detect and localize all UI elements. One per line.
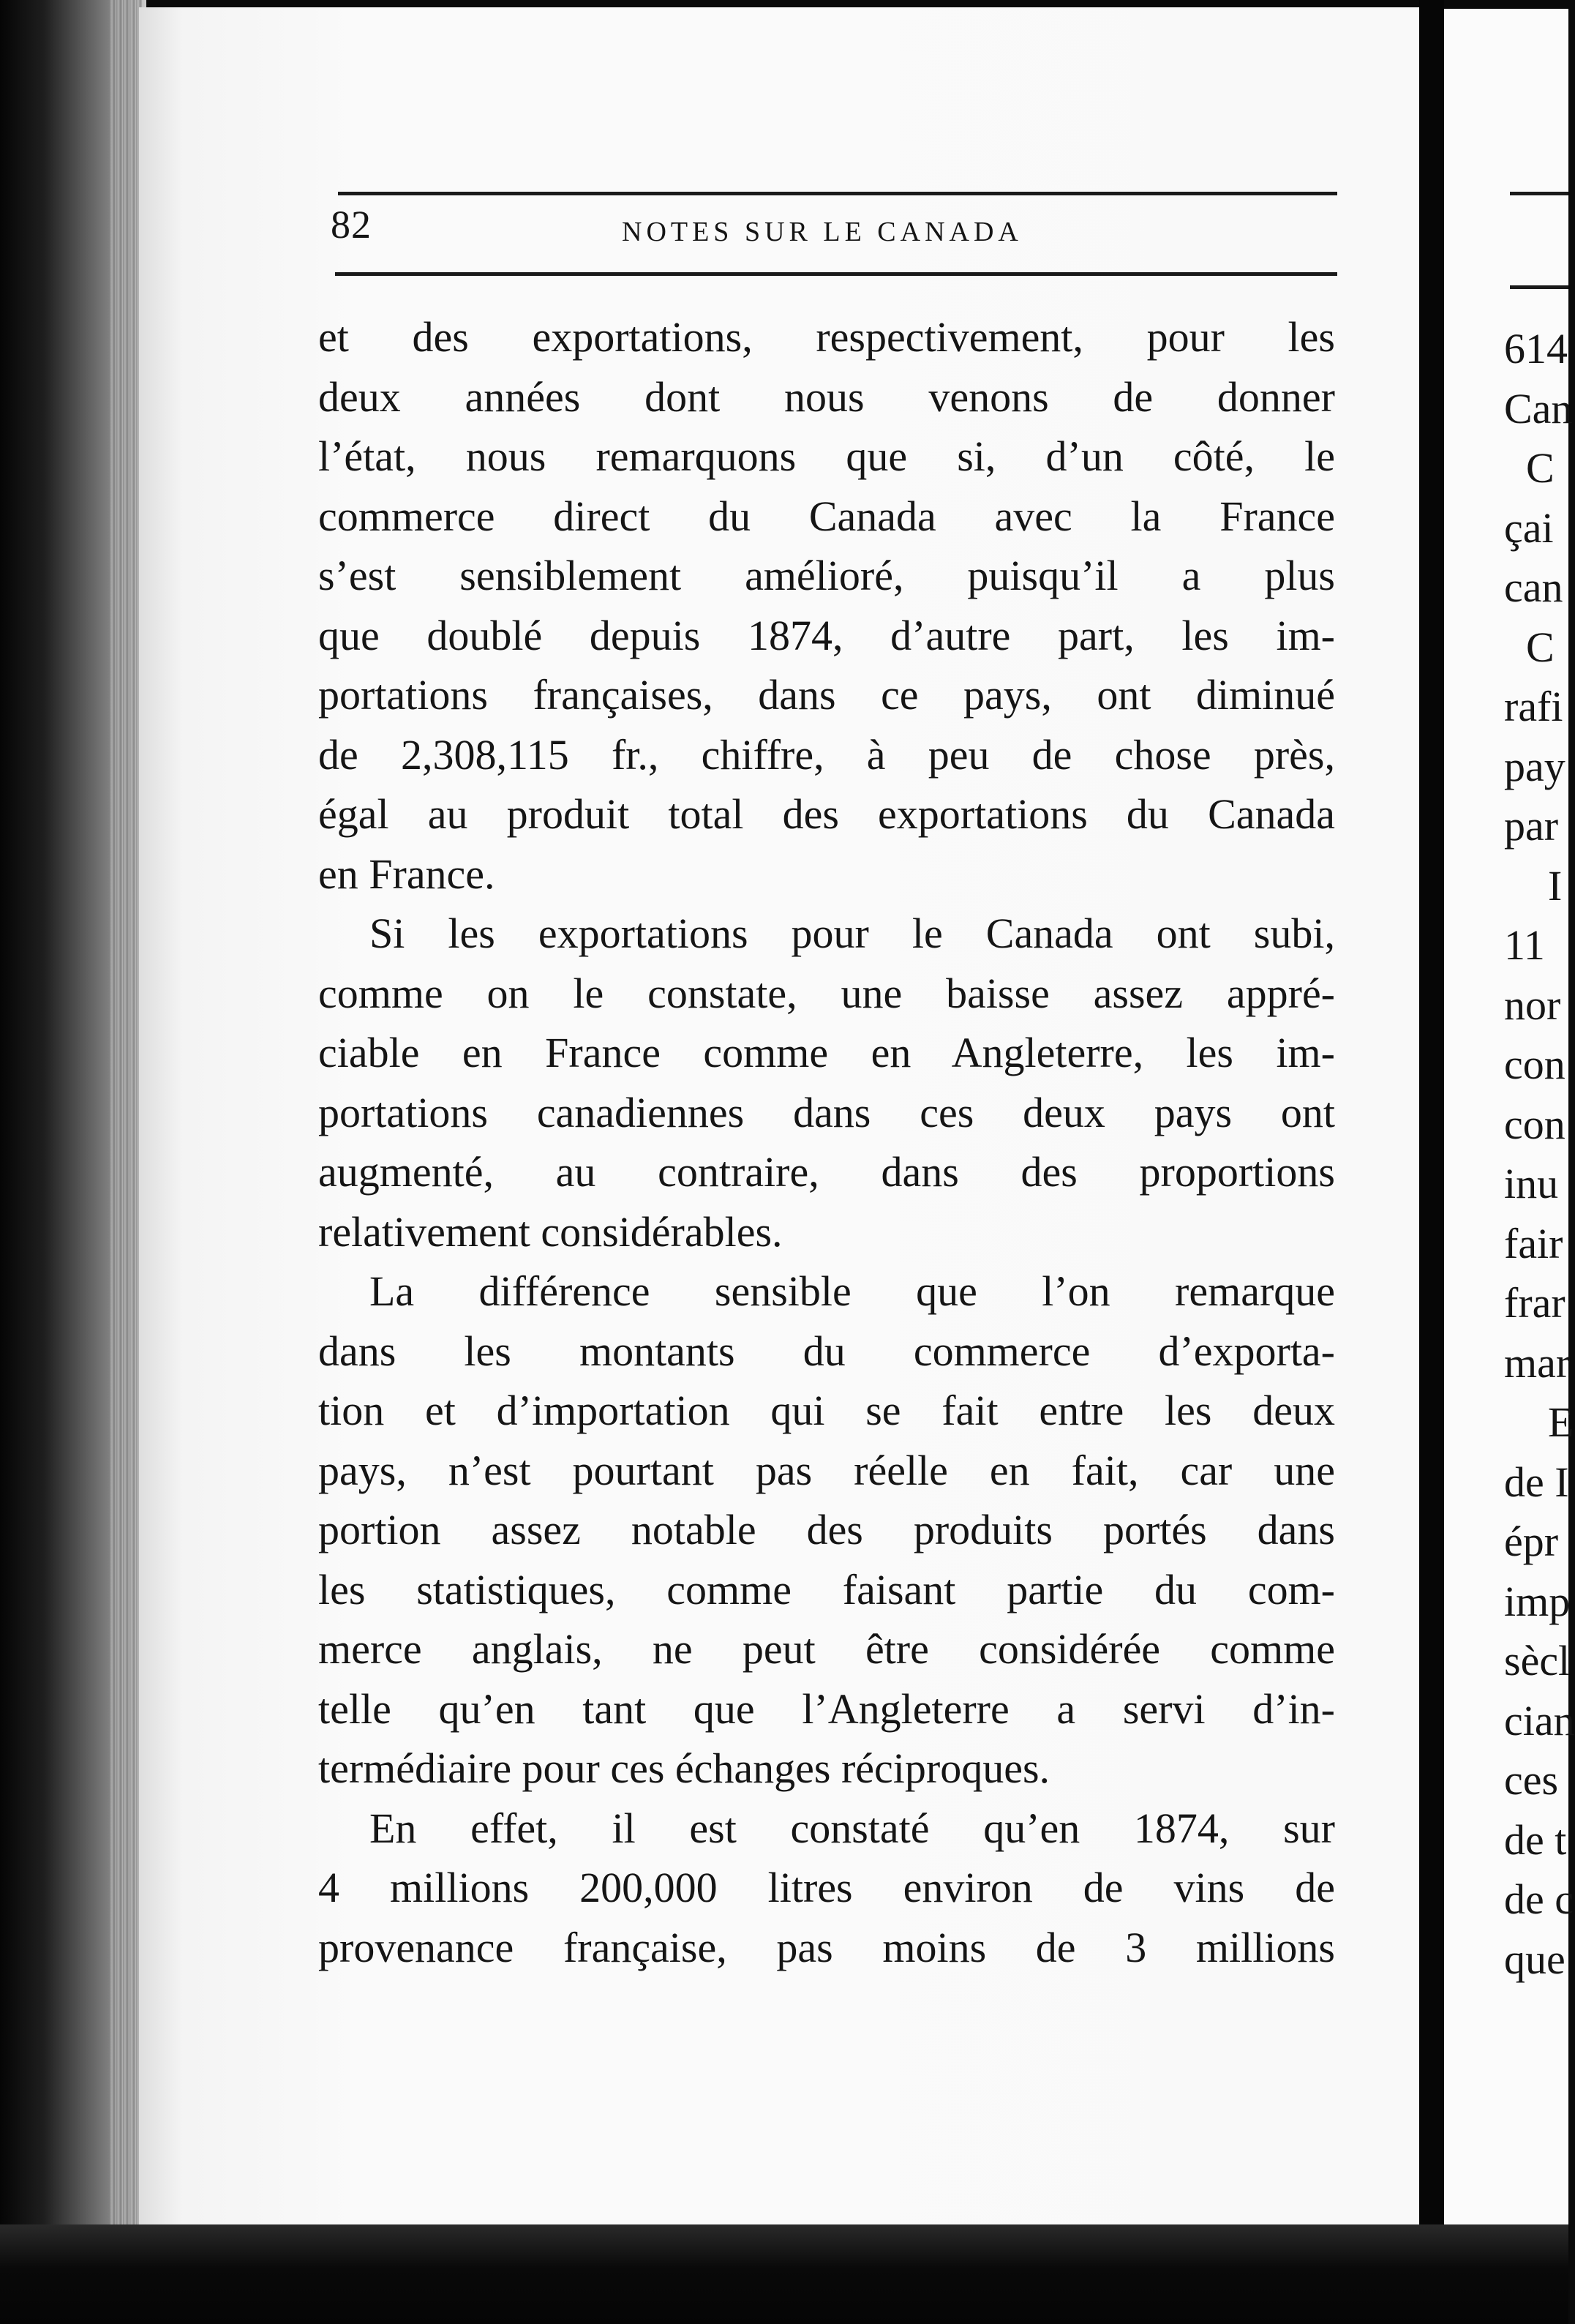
text-line: telle qu’en tant que l’Angleterre a servi d’in- bbox=[318, 1684, 1335, 1733]
text-line: relativement considérables. bbox=[318, 1207, 783, 1256]
text-line: portations canadiennes dans ces deux pays ont bbox=[318, 1088, 1335, 1136]
text-line: termédiaire pour ces échanges réciproques. bbox=[318, 1744, 1050, 1792]
next-page-rule-bottom bbox=[1510, 285, 1568, 289]
next-page-fragment: nor bbox=[1504, 981, 1561, 1029]
next-page-fragment: rafi bbox=[1504, 683, 1563, 730]
next-page-fragment: mar bbox=[1504, 1338, 1571, 1387]
book-gutter bbox=[1419, 0, 1444, 2324]
text-line: En effet, il est constaté qu’en 1874, sur bbox=[369, 1804, 1335, 1852]
header-rule-bottom bbox=[335, 272, 1337, 276]
text-line: merce anglais, ne peut être considérée comme bbox=[318, 1625, 1335, 1673]
body-text bbox=[318, 307, 1335, 1977]
next-page-text bbox=[1504, 319, 1575, 1989]
next-page-fragment: par bbox=[1504, 802, 1559, 850]
text-line: les statistiques, comme faisant partie du com- bbox=[318, 1565, 1335, 1613]
next-page-fragment: fair bbox=[1504, 1219, 1563, 1267]
text-line: 4 millions 200,000 litres environ de vins de bbox=[318, 1864, 1335, 1911]
running-head: NOTES SUR LE CANADA bbox=[622, 217, 1023, 247]
text-line: que doublé depuis 1874, d’autre part, les im- bbox=[318, 611, 1335, 659]
next-page-fragment: frar bbox=[1504, 1279, 1565, 1327]
text-line: l’état, nous remarquons que si, d’un côté, le bbox=[318, 432, 1335, 480]
text-line: deux années dont nous venons de donner bbox=[318, 372, 1335, 421]
text-line: portations françaises, dans ce pays, ont diminué bbox=[318, 671, 1335, 719]
next-page-fragment: E bbox=[1548, 1398, 1574, 1446]
next-page-fragment: que bbox=[1504, 1935, 1565, 1983]
text-line: commerce direct du Canada avec la France bbox=[318, 492, 1335, 540]
text-line: augmenté, au contraire, dans des proportions bbox=[318, 1148, 1335, 1196]
next-page-fragment: de t bbox=[1504, 1815, 1567, 1864]
text-line: égal au produit total des exportations du Canada bbox=[318, 790, 1335, 838]
next-page-fragment: cian bbox=[1504, 1696, 1575, 1744]
text-line: s’est sensiblement amélioré, puisqu’il a plus bbox=[318, 552, 1335, 599]
next-page-fragment: sècl bbox=[1504, 1637, 1571, 1684]
next-page-fragment: ces bbox=[1504, 1756, 1559, 1804]
text-line: et des exportations, respectivement, pour les bbox=[318, 313, 1335, 361]
text-line: en France. bbox=[318, 850, 495, 898]
text-line: tion et d’importation qui se fait entre les deux bbox=[318, 1387, 1335, 1434]
next-page-fragment: imp bbox=[1504, 1577, 1571, 1625]
next-page-fragment: çai bbox=[1504, 503, 1554, 552]
next-page-fragment: C bbox=[1526, 623, 1555, 671]
text-line: de 2,308,115 fr., chiffre, à peu de chose près, bbox=[318, 730, 1335, 779]
text-line: provenance française, pas moins de 3 millions bbox=[318, 1923, 1335, 1971]
next-page-fragment: inu bbox=[1504, 1160, 1559, 1207]
next-page-fragment: con bbox=[1504, 1100, 1565, 1148]
text-line: Si les exportations pour le Canada ont subi, bbox=[369, 910, 1335, 957]
next-page-fragment: pay bbox=[1504, 742, 1565, 790]
next-page-fragment: Can bbox=[1504, 384, 1573, 432]
text-line: dans les montants du commerce d’exporta- bbox=[318, 1327, 1335, 1375]
page-stack-edges bbox=[110, 0, 142, 2239]
next-page-fragment: C bbox=[1526, 444, 1555, 492]
next-page-fragment: de c bbox=[1504, 1875, 1574, 1923]
next-page-fragment: can bbox=[1504, 563, 1563, 611]
text-line: pays, n’est pourtant pas réelle en fait, car une bbox=[318, 1446, 1335, 1494]
next-page-fragment: 614 bbox=[1504, 325, 1568, 372]
next-page-fragment: I bbox=[1548, 861, 1563, 910]
text-line: La différence sensible que l’on remarque bbox=[369, 1267, 1335, 1315]
text-line: portion assez notable des produits portés dans bbox=[318, 1506, 1335, 1553]
next-page-rule-top bbox=[1510, 192, 1568, 195]
page-number: 82 bbox=[331, 203, 372, 247]
bottom-shadow bbox=[0, 2224, 1568, 2324]
next-page-fragment: 11 bbox=[1504, 921, 1545, 969]
next-page-fragment: de I bbox=[1504, 1458, 1569, 1506]
next-page-fragment: con bbox=[1504, 1041, 1565, 1088]
text-line: comme on le constate, une baisse assez appré- bbox=[318, 969, 1335, 1017]
text-line: ciable en France comme en Angleterre, les im- bbox=[318, 1029, 1335, 1076]
next-page-fragment: épr bbox=[1504, 1518, 1559, 1565]
header-rule-top bbox=[338, 192, 1337, 195]
